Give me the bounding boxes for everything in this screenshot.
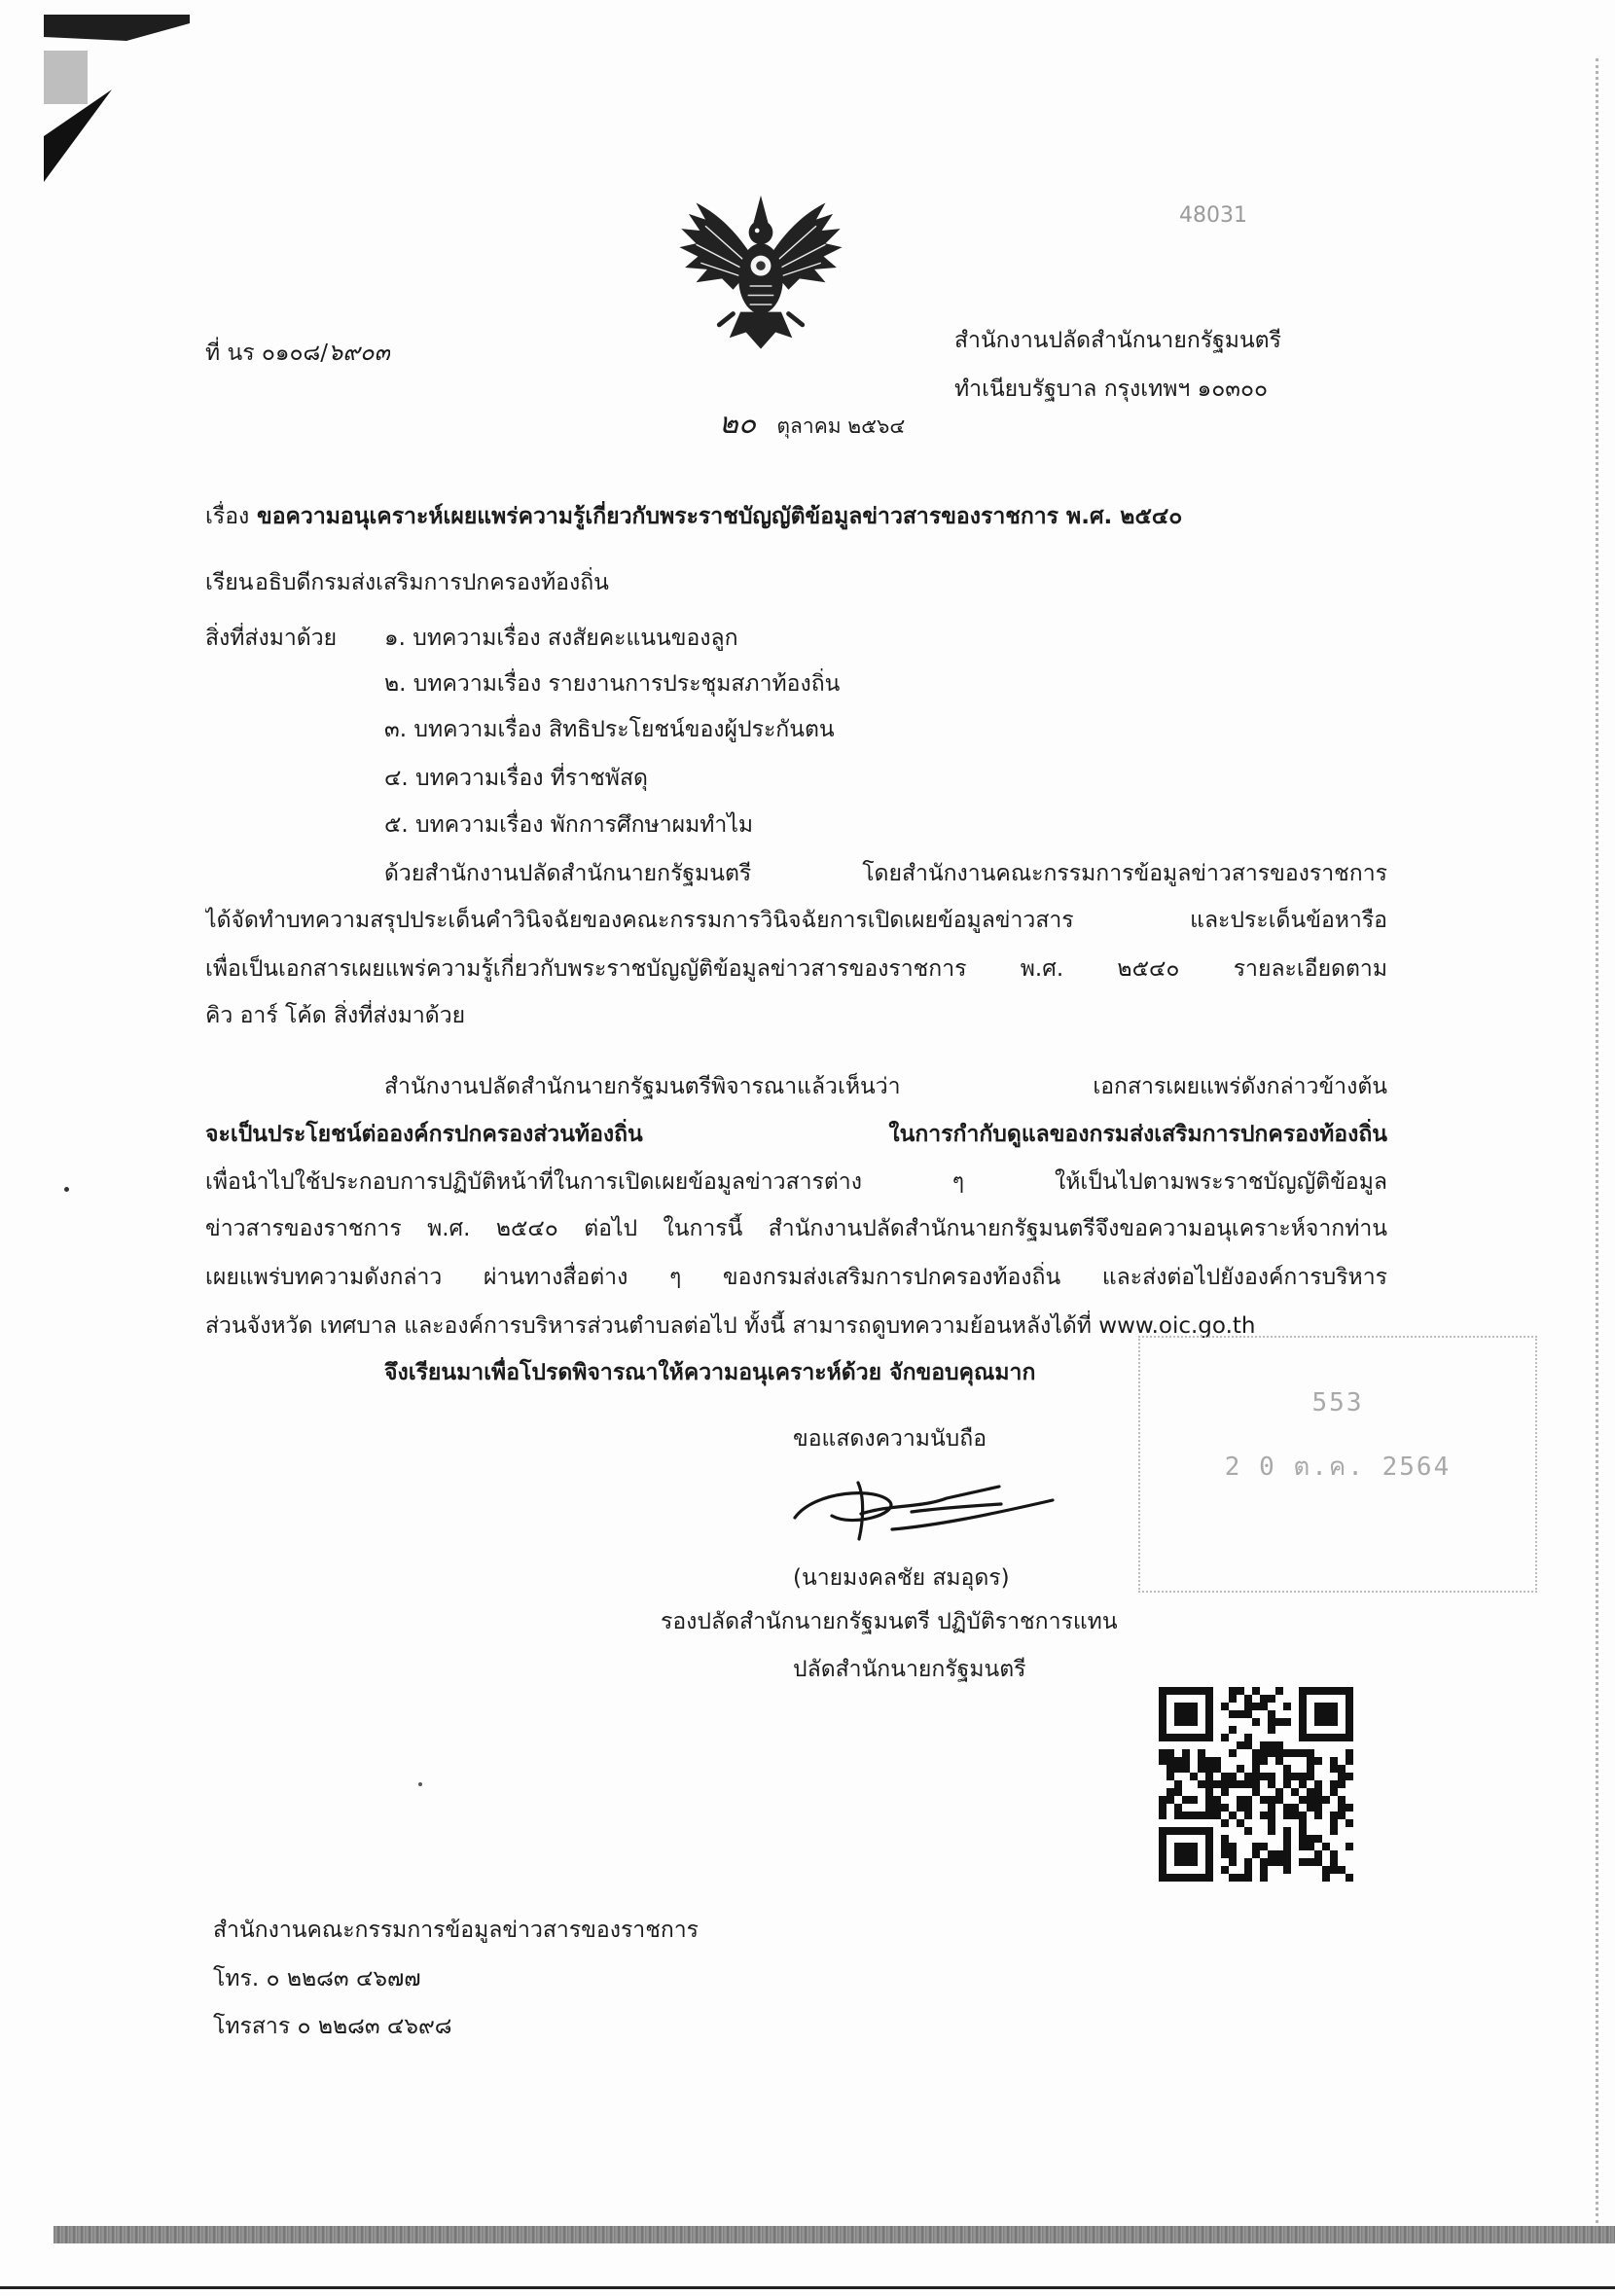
qr-module	[1237, 1780, 1244, 1788]
qr-module	[1260, 1757, 1268, 1765]
enclosure-item: ๓. บทความเรื่อง สิทธิประโยชน์ของผู้ประกันตน	[384, 717, 835, 742]
qr-module	[1307, 1858, 1314, 1866]
qr-module	[1221, 1780, 1229, 1788]
qr-module	[1338, 1812, 1346, 1819]
qr-module	[1159, 1757, 1166, 1765]
closing-regards: ขอแสดงความนับถือ	[793, 1426, 987, 1452]
qr-module	[1307, 1749, 1314, 1757]
qr-module	[1244, 1695, 1252, 1703]
closing-request: จึงเรียนมาเพื่อโปรดพิจารณาให้ความอนุเคราะห์ด้วย จักขอบคุณมาก	[384, 1360, 1036, 1385]
qr-module	[1283, 1773, 1291, 1780]
recipient-text: อธิบดีกรมส่งเสริมการปกครองท้องถิ่น	[255, 570, 609, 595]
qr-module	[1314, 1850, 1322, 1858]
qr-module	[1213, 1780, 1221, 1788]
qr-module	[1260, 1773, 1268, 1780]
qr-module	[1299, 1812, 1307, 1819]
qr-module	[1174, 1812, 1182, 1819]
qr-module	[1221, 1703, 1229, 1710]
qr-module	[1275, 1796, 1283, 1804]
qr-module	[1322, 1843, 1330, 1850]
qr-module	[1299, 1796, 1307, 1804]
footer-phone: โทร. ๐ ๒๒๘๓ ๔๖๗๗	[213, 1966, 421, 1991]
qr-module	[1260, 1812, 1268, 1819]
qr-module	[1314, 1796, 1322, 1804]
qr-module	[1283, 1749, 1291, 1757]
qr-module	[1205, 1804, 1213, 1812]
receipt-stamp-date: 2 0 ต.ค. 2564	[1224, 1453, 1452, 1482]
qr-module	[1268, 1780, 1275, 1788]
signatory-position: ปลัดสำนักนายกรัฐมนตรี	[793, 1657, 1026, 1682]
qr-module	[1252, 1703, 1260, 1710]
qr-module	[1283, 1703, 1291, 1710]
qr-module	[1268, 1850, 1275, 1858]
paragraph-2-line: ข่าวสารของราชการ พ.ศ. ๒๕๔๐ ต่อไป ในการนี้ สำนักงานปลัดสำนักนายกรัฐมนตรีจึงขอความอนุเคราะห์จากท่าน	[205, 1216, 1387, 1241]
qr-module	[1182, 1757, 1190, 1765]
qr-module	[1190, 1812, 1198, 1819]
qr-module	[1268, 1804, 1275, 1812]
paragraph-1-line: คิว อาร์ โค้ด สิ่งที่ส่งมาด้วย	[205, 1003, 466, 1028]
qr-module	[1252, 1687, 1260, 1695]
qr-module	[1275, 1850, 1283, 1858]
qr-module	[1252, 1773, 1260, 1780]
qr-module	[1322, 1874, 1330, 1882]
qr-module	[1244, 1710, 1252, 1718]
qr-module	[1299, 1858, 1307, 1866]
reference-number	[205, 337, 390, 368]
qr-module	[1268, 1718, 1275, 1726]
qr-module	[1283, 1835, 1291, 1843]
qr-module	[1314, 1788, 1322, 1796]
paragraph-2-line: จะเป็นประโยชน์ต่อองค์กรปกครองส่วนท้องถิ่น ในการกำกับดูแลของกรมส่งเสริมการปกครองท้องถิ่น	[205, 1122, 1387, 1147]
qr-module	[1330, 1827, 1338, 1835]
qr-module	[1244, 1780, 1252, 1788]
qr-module	[1346, 1773, 1353, 1780]
qr-module	[1307, 1773, 1314, 1780]
qr-module	[1291, 1812, 1299, 1819]
date-day-handwritten: ๒๐	[719, 407, 757, 441]
qr-module	[1244, 1858, 1252, 1866]
scan-speck	[64, 1187, 69, 1192]
qr-module	[1275, 1757, 1283, 1765]
reference-number-handwritten: ๖๙๐๓	[328, 339, 390, 366]
qr-module	[1229, 1874, 1237, 1882]
qr-module	[1229, 1858, 1237, 1866]
qr-module	[1221, 1773, 1229, 1780]
qr-module	[1275, 1858, 1283, 1866]
qr-module	[1307, 1843, 1314, 1850]
qr-module	[1346, 1804, 1353, 1812]
qr-module	[1307, 1757, 1314, 1765]
letter-date	[719, 405, 905, 444]
qr-module	[1252, 1757, 1260, 1765]
qr-module	[1268, 1741, 1275, 1749]
qr-module	[1205, 1773, 1213, 1780]
paragraph-1-line: ได้จัดทำบทความสรุปประเด็นคำวินิจฉัยของคณะกรรมการวินิจฉัยการเปิดเผยข้อมูลข่าวสาร และประเด็นข้อหารือ	[205, 908, 1387, 933]
qr-module	[1268, 1812, 1275, 1819]
qr-module	[1205, 1812, 1213, 1819]
subject-label: เรื่อง	[205, 504, 250, 529]
qr-module	[1221, 1850, 1229, 1858]
enclosure-item: ๔. บทความเรื่อง ที่ราชพัสดุ	[384, 766, 648, 791]
qr-module	[1260, 1866, 1268, 1874]
qr-module	[1237, 1804, 1244, 1812]
qr-module	[1268, 1819, 1275, 1827]
qr-module	[1221, 1866, 1229, 1874]
qr-module	[1166, 1757, 1174, 1765]
qr-module	[1299, 1773, 1307, 1780]
qr-module	[1221, 1843, 1229, 1850]
qr-module	[1330, 1858, 1338, 1866]
footer-fax: โทรสาร ๐ ๒๒๘๓ ๔๖๙๘	[213, 2014, 452, 2039]
qr-module	[1198, 1812, 1205, 1819]
receipt-stamp-number: 553	[1311, 1388, 1364, 1417]
paragraph-1-line: เพื่อเป็นเอกสารเผยแพร่ความรู้เกี่ยวกับพระราชบัญญัติข้อมูลข่าวสารของราชการ พ.ศ. ๒๕๔๐ รายละเอียดตาม	[205, 956, 1387, 982]
qr-module	[1252, 1780, 1260, 1788]
qr-module	[1314, 1804, 1322, 1812]
qr-module	[1283, 1843, 1291, 1850]
qr-module	[1268, 1858, 1275, 1866]
qr-module	[1252, 1788, 1260, 1796]
qr-module	[1252, 1749, 1260, 1757]
qr-module	[1314, 1757, 1322, 1765]
qr-module	[1260, 1796, 1268, 1804]
qr-module	[1159, 1804, 1166, 1812]
qr-module	[1198, 1749, 1205, 1757]
qr-module	[1268, 1695, 1275, 1703]
qr-module	[1244, 1827, 1252, 1835]
qr-module	[1244, 1796, 1252, 1804]
qr-module	[1283, 1858, 1291, 1866]
qr-module	[1330, 1765, 1338, 1773]
qr-module	[1330, 1850, 1338, 1858]
qr-module	[1283, 1866, 1291, 1874]
qr-module	[1205, 1765, 1213, 1773]
qr-module	[1229, 1843, 1237, 1850]
qr-module	[1166, 1788, 1174, 1796]
qr-module	[1229, 1850, 1237, 1858]
qr-module	[1260, 1858, 1268, 1866]
qr-module	[1291, 1773, 1299, 1780]
qr-module	[1190, 1796, 1198, 1804]
qr-module	[1268, 1749, 1275, 1757]
qr-module	[1166, 1749, 1174, 1757]
qr-module	[1166, 1796, 1174, 1804]
qr-module	[1221, 1835, 1229, 1843]
qr-module	[1182, 1812, 1190, 1819]
scan-edge-line	[1596, 58, 1598, 2223]
qr-module	[1283, 1850, 1291, 1858]
qr-module	[1346, 1819, 1353, 1827]
qr-code	[1153, 1681, 1359, 1887]
qr-module	[1260, 1703, 1268, 1710]
qr-module	[1330, 1812, 1338, 1819]
scan-speck	[418, 1782, 422, 1786]
qr-module	[1205, 1788, 1213, 1796]
qr-module	[1275, 1687, 1283, 1695]
qr-module	[1275, 1718, 1283, 1726]
signature	[775, 1469, 1067, 1552]
qr-module	[1244, 1804, 1252, 1812]
qr-module	[1260, 1843, 1268, 1850]
qr-finder	[1174, 1703, 1198, 1726]
receipt-stamp	[1138, 1336, 1537, 1593]
qr-module	[1338, 1866, 1346, 1874]
qr-module	[1299, 1843, 1307, 1850]
qr-module	[1252, 1718, 1260, 1726]
qr-module	[1260, 1749, 1268, 1757]
qr-module	[1268, 1710, 1275, 1718]
qr-module	[1229, 1710, 1237, 1718]
scan-bottom-line	[0, 2286, 1615, 2289]
qr-module	[1213, 1812, 1221, 1819]
qr-finder	[1174, 1843, 1198, 1866]
signatory-name: (นายมงคลชัย สมอุดร)	[793, 1565, 1010, 1591]
qr-module	[1268, 1827, 1275, 1835]
qr-module	[1190, 1773, 1198, 1780]
qr-module	[1198, 1765, 1205, 1773]
qr-module	[1244, 1734, 1252, 1741]
qr-module	[1330, 1819, 1338, 1827]
qr-module	[1237, 1796, 1244, 1804]
enclosure-item: ๕. บทความเรื่อง พักการศึกษาผมทำไม	[384, 812, 754, 838]
qr-module	[1174, 1757, 1182, 1765]
qr-module	[1205, 1757, 1213, 1765]
qr-module	[1346, 1843, 1353, 1850]
qr-module	[1159, 1796, 1166, 1804]
qr-module	[1252, 1843, 1260, 1850]
enclosures-label: สิ่งที่ส่งมาด้วย	[205, 626, 338, 651]
paragraph-2-line: เพื่อนำไปใช้ประกอบการปฏิบัติหน้าที่ในการเปิดเผยข้อมูลข่าวสารต่าง ๆ ให้เป็นไปตามพระราชบัญญัติข้อมูล	[205, 1169, 1387, 1195]
qr-module	[1283, 1812, 1291, 1819]
qr-module	[1229, 1780, 1237, 1788]
qr-module	[1307, 1796, 1314, 1804]
qr-module	[1322, 1866, 1330, 1874]
paragraph-1-line: ด้วยสำนักงานปลัดสำนักนายกรัฐมนตรี โดยสำนักงานคณะกรรมการข้อมูลข่าวสารของราชการ	[384, 861, 1387, 886]
qr-module	[1229, 1749, 1237, 1757]
qr-module	[1221, 1788, 1229, 1796]
subject-text: ขอความอนุเคราะห์เผยแพร่ความรู้เกี่ยวกับพระราชบัญญัติข้อมูลข่าวสารของราชการ พ.ศ. ๒๕๔๐	[257, 504, 1183, 529]
qr-module	[1221, 1734, 1229, 1741]
qr-module	[1229, 1726, 1237, 1734]
qr-module	[1330, 1757, 1338, 1765]
qr-module	[1338, 1796, 1346, 1804]
received-number-stamp: 48031	[1179, 203, 1247, 228]
qr-module	[1338, 1773, 1346, 1780]
signatory-position: รองปลัดสำนักนายกรัฐมนตรี ปฏิบัติราชการแทน	[661, 1609, 1118, 1634]
qr-module	[1229, 1773, 1237, 1780]
qr-module	[1299, 1749, 1307, 1757]
qr-module	[1291, 1788, 1299, 1796]
qr-module	[1198, 1757, 1205, 1765]
qr-module	[1213, 1757, 1221, 1765]
qr-module	[1283, 1780, 1291, 1788]
qr-module	[1307, 1788, 1314, 1796]
qr-module	[1268, 1726, 1275, 1734]
qr-module	[1174, 1788, 1182, 1796]
qr-module	[1307, 1765, 1314, 1773]
scan-corner-mark	[39, 12, 204, 187]
qr-module	[1314, 1858, 1322, 1866]
qr-finder	[1314, 1703, 1338, 1726]
enclosure-item: ๑. บทความเรื่อง สงสัยคะแนนของลูก	[384, 626, 738, 651]
qr-module	[1299, 1819, 1307, 1827]
qr-module	[1346, 1749, 1353, 1757]
office-name: สำนักงานปลัดสำนักนายกรัฐมนตรี	[954, 328, 1281, 353]
qr-module	[1307, 1804, 1314, 1812]
qr-module	[1307, 1835, 1314, 1843]
qr-module	[1244, 1866, 1252, 1874]
qr-module	[1268, 1773, 1275, 1780]
reference-prefix: ที่ นร ๐๑๐๘/	[205, 341, 329, 366]
qr-module	[1237, 1874, 1244, 1882]
footer-department: สำนักงานคณะกรรมการข้อมูลข่าวสารของราชการ	[213, 1918, 700, 1943]
paragraph-2-line: ส่วนจังหวัด เทศบาล และองค์การบริหารส่วนตำบลต่อไป ทั้งนี้ สามารถดูบทความย้อนหลังได้ที่ www.oic.go.th	[205, 1313, 1256, 1339]
scan-bottom-band	[54, 2226, 1615, 2243]
qr-module	[1159, 1749, 1166, 1757]
qr-module	[1205, 1796, 1213, 1804]
qr-module	[1275, 1788, 1283, 1796]
qr-module	[1237, 1765, 1244, 1773]
qr-module	[1244, 1741, 1252, 1749]
qr-module	[1198, 1780, 1205, 1788]
recipient-label: เรียน	[205, 570, 254, 595]
qr-module	[1182, 1765, 1190, 1773]
qr-module	[1229, 1812, 1237, 1819]
qr-module	[1237, 1741, 1244, 1749]
qr-module	[1166, 1765, 1174, 1773]
date-month-year: ตุลาคม ๒๕๖๔	[776, 414, 906, 438]
qr-module	[1244, 1874, 1252, 1882]
paragraph-2-line: สำนักงานปลัดสำนักนายกรัฐมนตรีพิจารณาแล้วเห็นว่า เอกสารเผยแพร่ดังกล่าวข้างต้น	[384, 1074, 1387, 1099]
qr-module	[1237, 1687, 1244, 1695]
qr-module	[1338, 1765, 1346, 1773]
qr-module	[1252, 1765, 1260, 1773]
qr-module	[1330, 1788, 1338, 1796]
qr-module	[1166, 1773, 1174, 1780]
qr-module	[1299, 1780, 1307, 1788]
qr-module	[1283, 1718, 1291, 1726]
qr-module	[1159, 1812, 1166, 1819]
qr-module	[1338, 1780, 1346, 1788]
qr-module	[1229, 1695, 1237, 1703]
qr-module	[1237, 1819, 1244, 1827]
qr-module	[1322, 1796, 1330, 1804]
qr-module	[1314, 1835, 1322, 1843]
qr-module	[1260, 1874, 1268, 1882]
qr-module	[1268, 1796, 1275, 1804]
qr-module	[1244, 1773, 1252, 1780]
qr-module	[1221, 1819, 1229, 1827]
qr-module	[1291, 1749, 1299, 1757]
qr-module	[1244, 1812, 1252, 1819]
qr-module	[1330, 1780, 1338, 1788]
qr-module	[1252, 1850, 1260, 1858]
qr-module	[1244, 1703, 1252, 1710]
qr-module	[1182, 1749, 1190, 1757]
qr-module	[1229, 1687, 1237, 1695]
qr-module	[1275, 1749, 1283, 1757]
qr-module	[1299, 1835, 1307, 1843]
qr-module	[1283, 1765, 1291, 1773]
paragraph-2-line: เผยแพร่บทความดังกล่าว ผ่านทางสื่อต่าง ๆ ของกรมส่งเสริมการปกครองท้องถิ่น และส่งต่อไปยังองค์การบริหาร	[205, 1265, 1387, 1290]
qr-module	[1299, 1827, 1307, 1835]
qr-module	[1221, 1804, 1229, 1812]
qr-module	[1205, 1780, 1213, 1788]
qr-module	[1174, 1780, 1182, 1788]
qr-module	[1314, 1812, 1322, 1819]
qr-module	[1346, 1757, 1353, 1765]
qr-module	[1182, 1796, 1190, 1804]
qr-module	[1260, 1695, 1268, 1703]
qr-module	[1237, 1710, 1244, 1718]
qr-module	[1213, 1804, 1221, 1812]
qr-module	[1314, 1780, 1322, 1788]
qr-module	[1213, 1765, 1221, 1773]
garuda-emblem	[668, 175, 853, 360]
qr-module	[1213, 1796, 1221, 1804]
qr-module	[1346, 1874, 1353, 1882]
qr-module	[1174, 1804, 1182, 1812]
qr-module	[1260, 1741, 1268, 1749]
qr-module	[1174, 1765, 1182, 1773]
enclosure-item: ๒. บทความเรื่อง รายงานการประชุมสภาท้องถิ่น	[384, 671, 841, 697]
qr-module	[1283, 1804, 1291, 1812]
qr-module	[1330, 1866, 1338, 1874]
office-address: ทำเนียบรัฐบาล กรุงเทพฯ ๑๐๓๐๐	[954, 377, 1269, 402]
qr-module	[1283, 1827, 1291, 1835]
qr-module	[1338, 1804, 1346, 1812]
qr-module	[1291, 1804, 1299, 1812]
qr-module	[1275, 1741, 1283, 1749]
